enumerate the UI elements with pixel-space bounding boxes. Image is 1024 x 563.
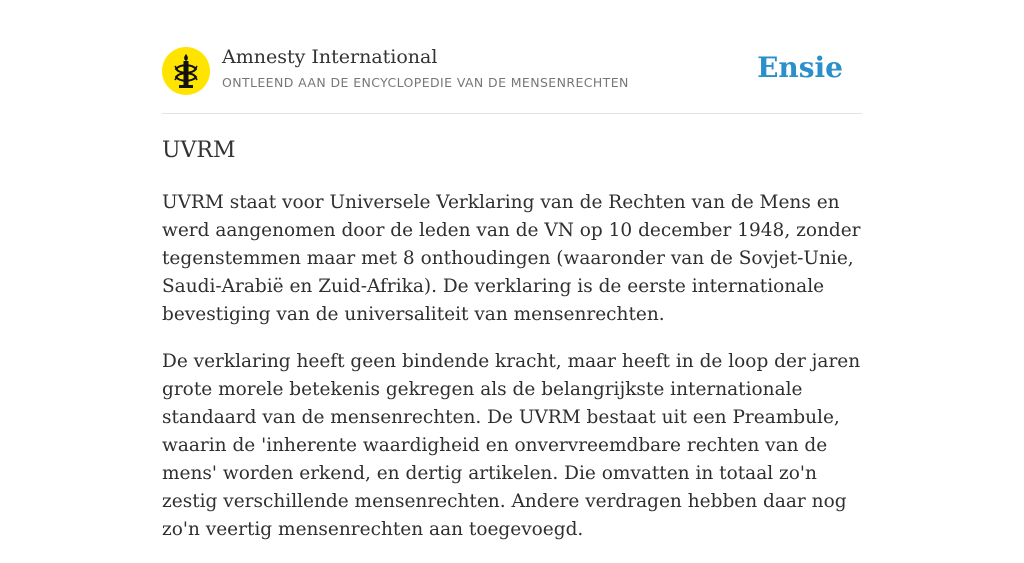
article-paragraph: De verklaring heeft geen bindende kracht, maar heeft in de loop der jaren grote morele betekenis gekregen als de belangrijkste internationale standaard van de mensenrechten. De UVRM bestaat uit een Preambule, waarin de 'inherente waardigheid en onvervreemdbare rechten van de mens' worden erkend, en dertig artikelen. Die omvatten in totaal zo'n zestig verschillende mensenrechten. Andere verdragen hebben daar nog zo'n veertig mensenrechten aan toegevoegd. xyxy=(162,351,861,540)
article-paragraph: UVRM staat voor Universele Verklaring van de Rechten van de Mens en werd aangenomen door de leden van de VN op 10 december 1948, zonder tegenstemmen maar met 8 onthoudingen (waaronder van de Sovjet-Unie, Saudi-Arabië en Zuid-Afrika). De verklaring is de eerste internationale bevestiging van de universaliteit van mensenrechten. xyxy=(162,192,861,325)
org-name[interactable]: Amnesty International xyxy=(222,46,438,68)
header xyxy=(162,0,862,114)
source-subtitle: ONTLEEND AAN DE ENCYCLOPEDIE VAN DE MENSENRECHTEN xyxy=(222,75,629,90)
ensie-logo-link[interactable]: Ensie xyxy=(757,51,843,84)
page-title: UVRM xyxy=(162,138,236,163)
page xyxy=(162,0,862,540)
amnesty-candle-icon[interactable] xyxy=(162,47,210,95)
article-body xyxy=(162,189,862,563)
